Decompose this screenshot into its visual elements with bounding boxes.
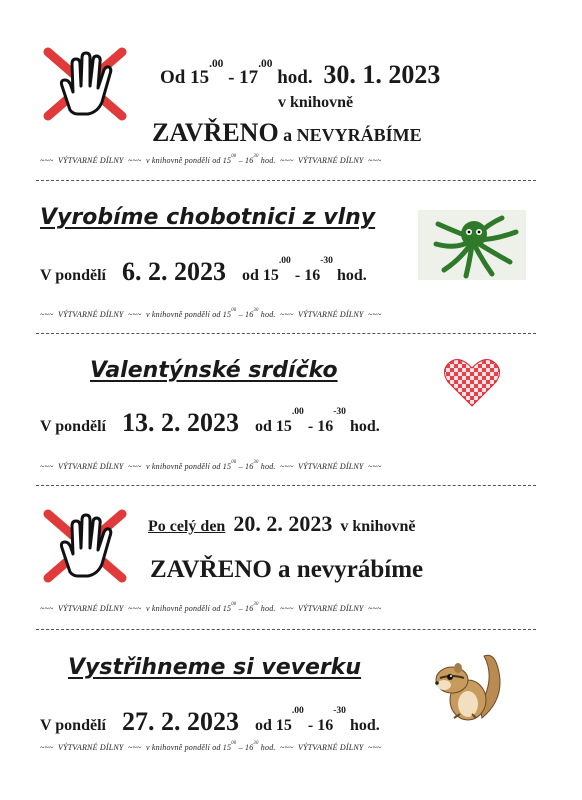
workshop-strip: ~~~ VÝTVARNÉ DÍLNY ~~~ v knihovně pondělí od $15^{00} - 16^{30}$ hod. ~~~ VÝTVARNÉ DÍLNY ~~~ [40, 308, 382, 319]
closed-notice-1: ZAVŘENO a NEVYRÁBÍME [152, 118, 422, 147]
workshop-title-1: Vyrobíme chobotnici z vlny [40, 205, 376, 230]
divider [36, 333, 536, 334]
divider [36, 180, 536, 181]
woven-heart-image [442, 356, 502, 410]
workshop-title-2: Valentýnské srdíčko [90, 358, 338, 383]
closed-place-1: v knihovně [278, 94, 354, 111]
divider [36, 485, 536, 486]
closed-notice-2: ZAVŘENO a nevyrábíme [150, 556, 424, 583]
workshop-strip: ~~~ VÝTVARNÉ DÍLNY ~~~ v knihovně pondělí od $15^{00} - 16^{30}$ hod. ~~~ VÝTVARNÉ DÍLNY ~~~ [40, 602, 382, 613]
no-hand-icon [40, 508, 130, 584]
knitted-octopus-image [418, 210, 526, 280]
workshop-date-line-3: V pondělí 27. 2. 2023 od $15^{.00} - 16^{-30}$ hod. [40, 705, 380, 736]
closed-date-line-2: Po celý den 20. 2. 2023 v knihovně [148, 511, 416, 536]
workshop-date-line-2: V pondělí 13. 2. 2023 od $15^{.00} - 16^{-30}$ hod. [40, 406, 380, 437]
closed-time-line-1: Od $15^{.00} - 17^{.00}$ hod. 30. 1. 2023 [160, 58, 441, 89]
divider [36, 629, 536, 630]
workshop-strip: ~~~ VÝTVARNÉ DÍLNY ~~~ v knihovně pondělí od $15^{00} - 16^{30}$ hod. ~~~ VÝTVARNÉ DÍLNY ~~~ [40, 154, 382, 165]
workshop-title-3: Vystřihneme si veverku [68, 655, 362, 680]
chipmunk-image [424, 648, 506, 724]
workshop-strip: ~~~ VÝTVARNÉ DÍLNY ~~~ v knihovně pondělí od $15^{00} - 16^{30}$ hod. ~~~ VÝTVARNÉ DÍLNY ~~~ [40, 460, 382, 471]
workshop-strip: ~~~ VÝTVARNÉ DÍLNY ~~~ v knihovně pondělí od $15^{00} - 16^{30}$ hod. ~~~ VÝTVARNÉ DÍLNY ~~~ [40, 741, 382, 752]
workshop-date-line-1: V pondělí 6. 2. 2023 od $15^{.00} - 16^{-30}$ hod. [40, 255, 367, 286]
no-hand-icon [40, 46, 130, 122]
closed-date-1: 30. 1. 2023 [323, 60, 441, 89]
